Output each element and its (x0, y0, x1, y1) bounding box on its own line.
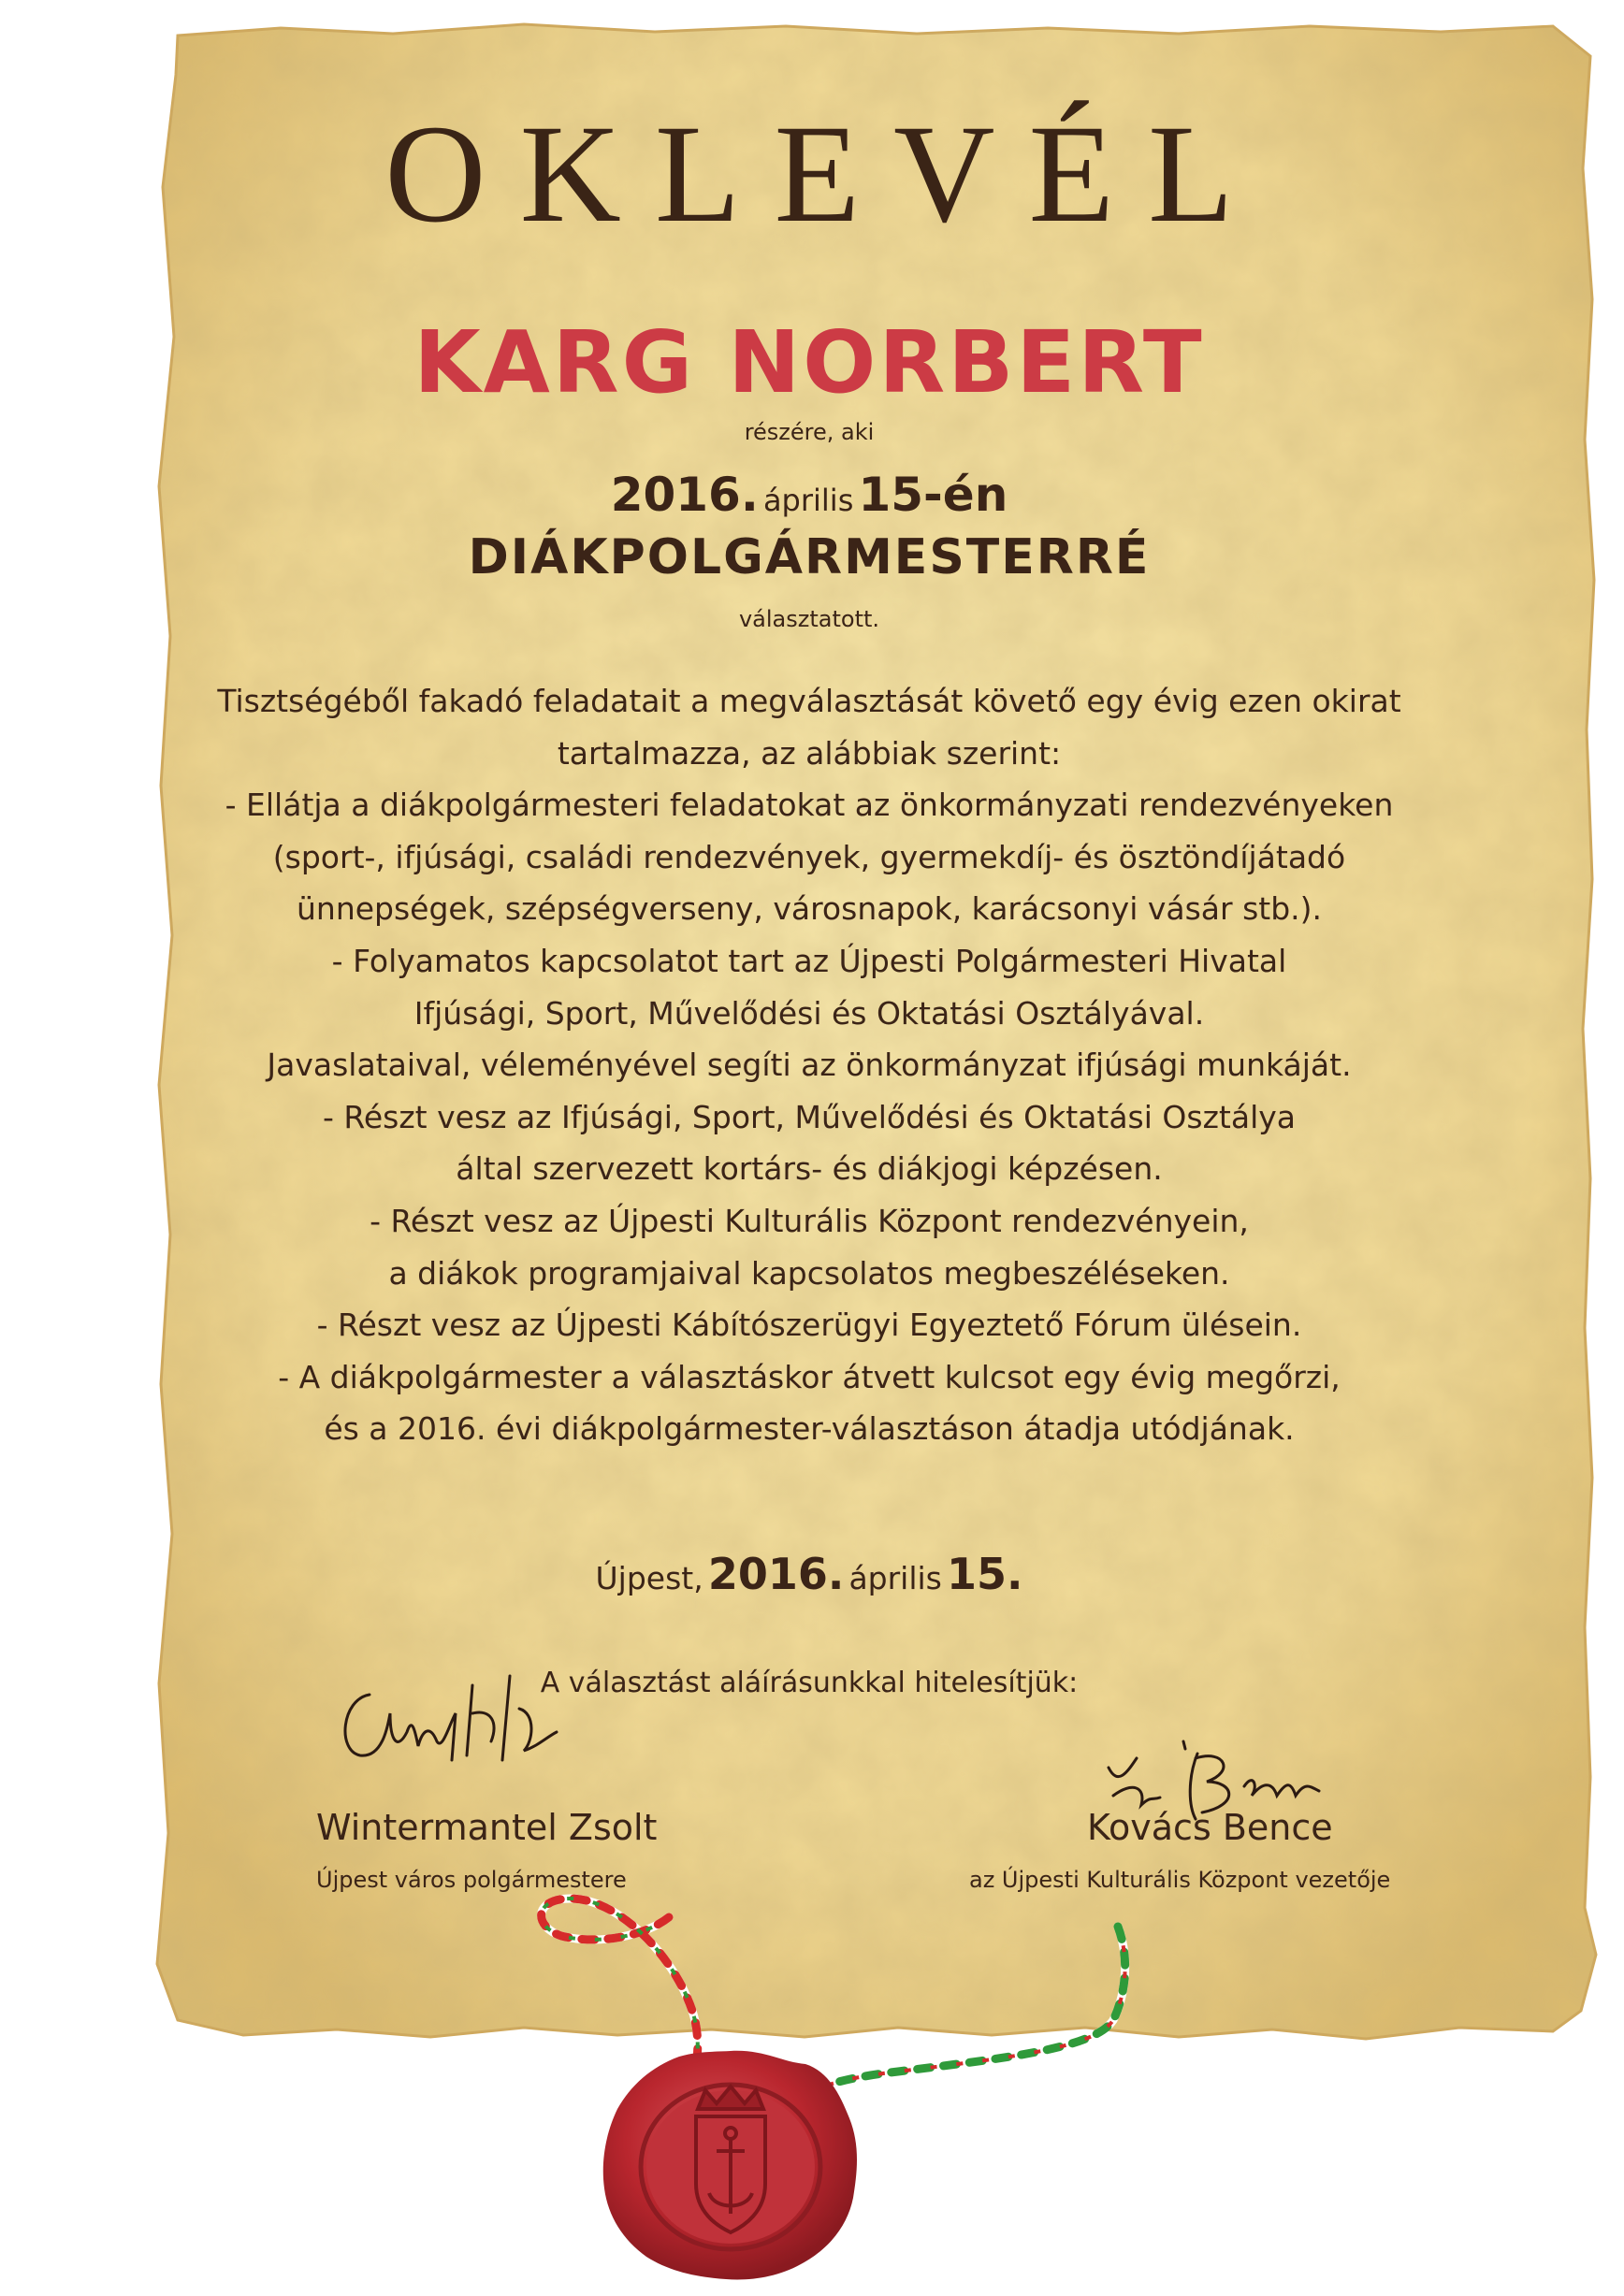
place-month: április (848, 1560, 942, 1596)
duties-line: (sport-, ifjúsági, családi rendezvények, gyermekdíj- és ösztöndíjátadó (272, 838, 1346, 875)
duties-line: ünnepségek, szépségverseny, városnapok, karácsonyi vásár stb.). (296, 890, 1323, 928)
duties-line: a diákok programjaival kapcsolatos megbeszéléseken. (388, 1254, 1230, 1292)
duties-line: által szervezett kortárs- és diákjogi képzésen. (456, 1150, 1163, 1188)
election-day: 15-én (858, 468, 1008, 522)
duties-line: Javaslataival, véleményével segíti az önkormányzat ifjúsági munkáját. (267, 1047, 1352, 1084)
duties-line: - Részt vesz az Ifjúsági, Sport, Művelődési és Oktatási Osztálya (323, 1098, 1296, 1135)
duties-line: Ifjúsági, Sport, Művelődési és Oktatási Osztályával. (413, 994, 1205, 1032)
place-day: 15. (946, 1549, 1023, 1599)
recipient-name: KARG NORBERT (413, 312, 1205, 412)
office-title: DIÁKPOLGÁRMESTERRÉ (468, 529, 1151, 585)
election-date (187, 468, 1431, 522)
for-whom-line: részére, aki (744, 419, 875, 445)
duties-line: - Részt vesz az Újpesti Kulturális Központ rendezvényein, (370, 1202, 1249, 1239)
elected-line: választatott. (738, 606, 880, 632)
place-year: 2016. (707, 1549, 845, 1599)
signer-left-title: Újpest város polgármestere (316, 1867, 627, 1893)
certificate-title: OKLEVÉL (384, 96, 1268, 252)
signer-left-name: Wintermantel Zsolt (316, 1807, 658, 1848)
attestation-line: A választást aláírásunkkal hitelesítjük: (540, 1667, 1079, 1699)
election-year: 2016. (610, 468, 759, 522)
place-date (187, 1549, 1431, 1599)
duties-line: - Részt vesz az Újpesti Kábítószerügyi Egyeztető Fórum ülésein. (316, 1307, 1302, 1344)
signer-right-name: Kovács Bence (1087, 1807, 1333, 1848)
duties-text (187, 675, 1431, 1455)
election-month: április (762, 483, 854, 518)
duties-line: - Ellátja a diákpolgármesteri feladatokat az önkormányzati rendezvényeken (225, 787, 1394, 824)
duties-line: - Folyamatos kapcsolatot tart az Újpesti Polgármesteri Hivatal (331, 942, 1287, 979)
place: Újpest, (595, 1560, 703, 1596)
duties-line: - A diákpolgármester a választáskor átvett kulcsot egy évig megőrzi, (278, 1358, 1341, 1395)
duties-line: tartalmazza, az alábbiak szerint: (557, 734, 1062, 772)
duties-line: Tisztségéből fakadó feladatait a megválasztását követő egy évig ezen okirat (217, 683, 1401, 719)
signature-left (332, 1657, 585, 1779)
signer-right-title: az Újpesti Kulturális Központ vezetője (969, 1867, 1391, 1893)
duties-line: és a 2016. évi diákpolgármester-választáson átadja utódjának. (324, 1410, 1295, 1448)
wax-seal (595, 2043, 866, 2287)
